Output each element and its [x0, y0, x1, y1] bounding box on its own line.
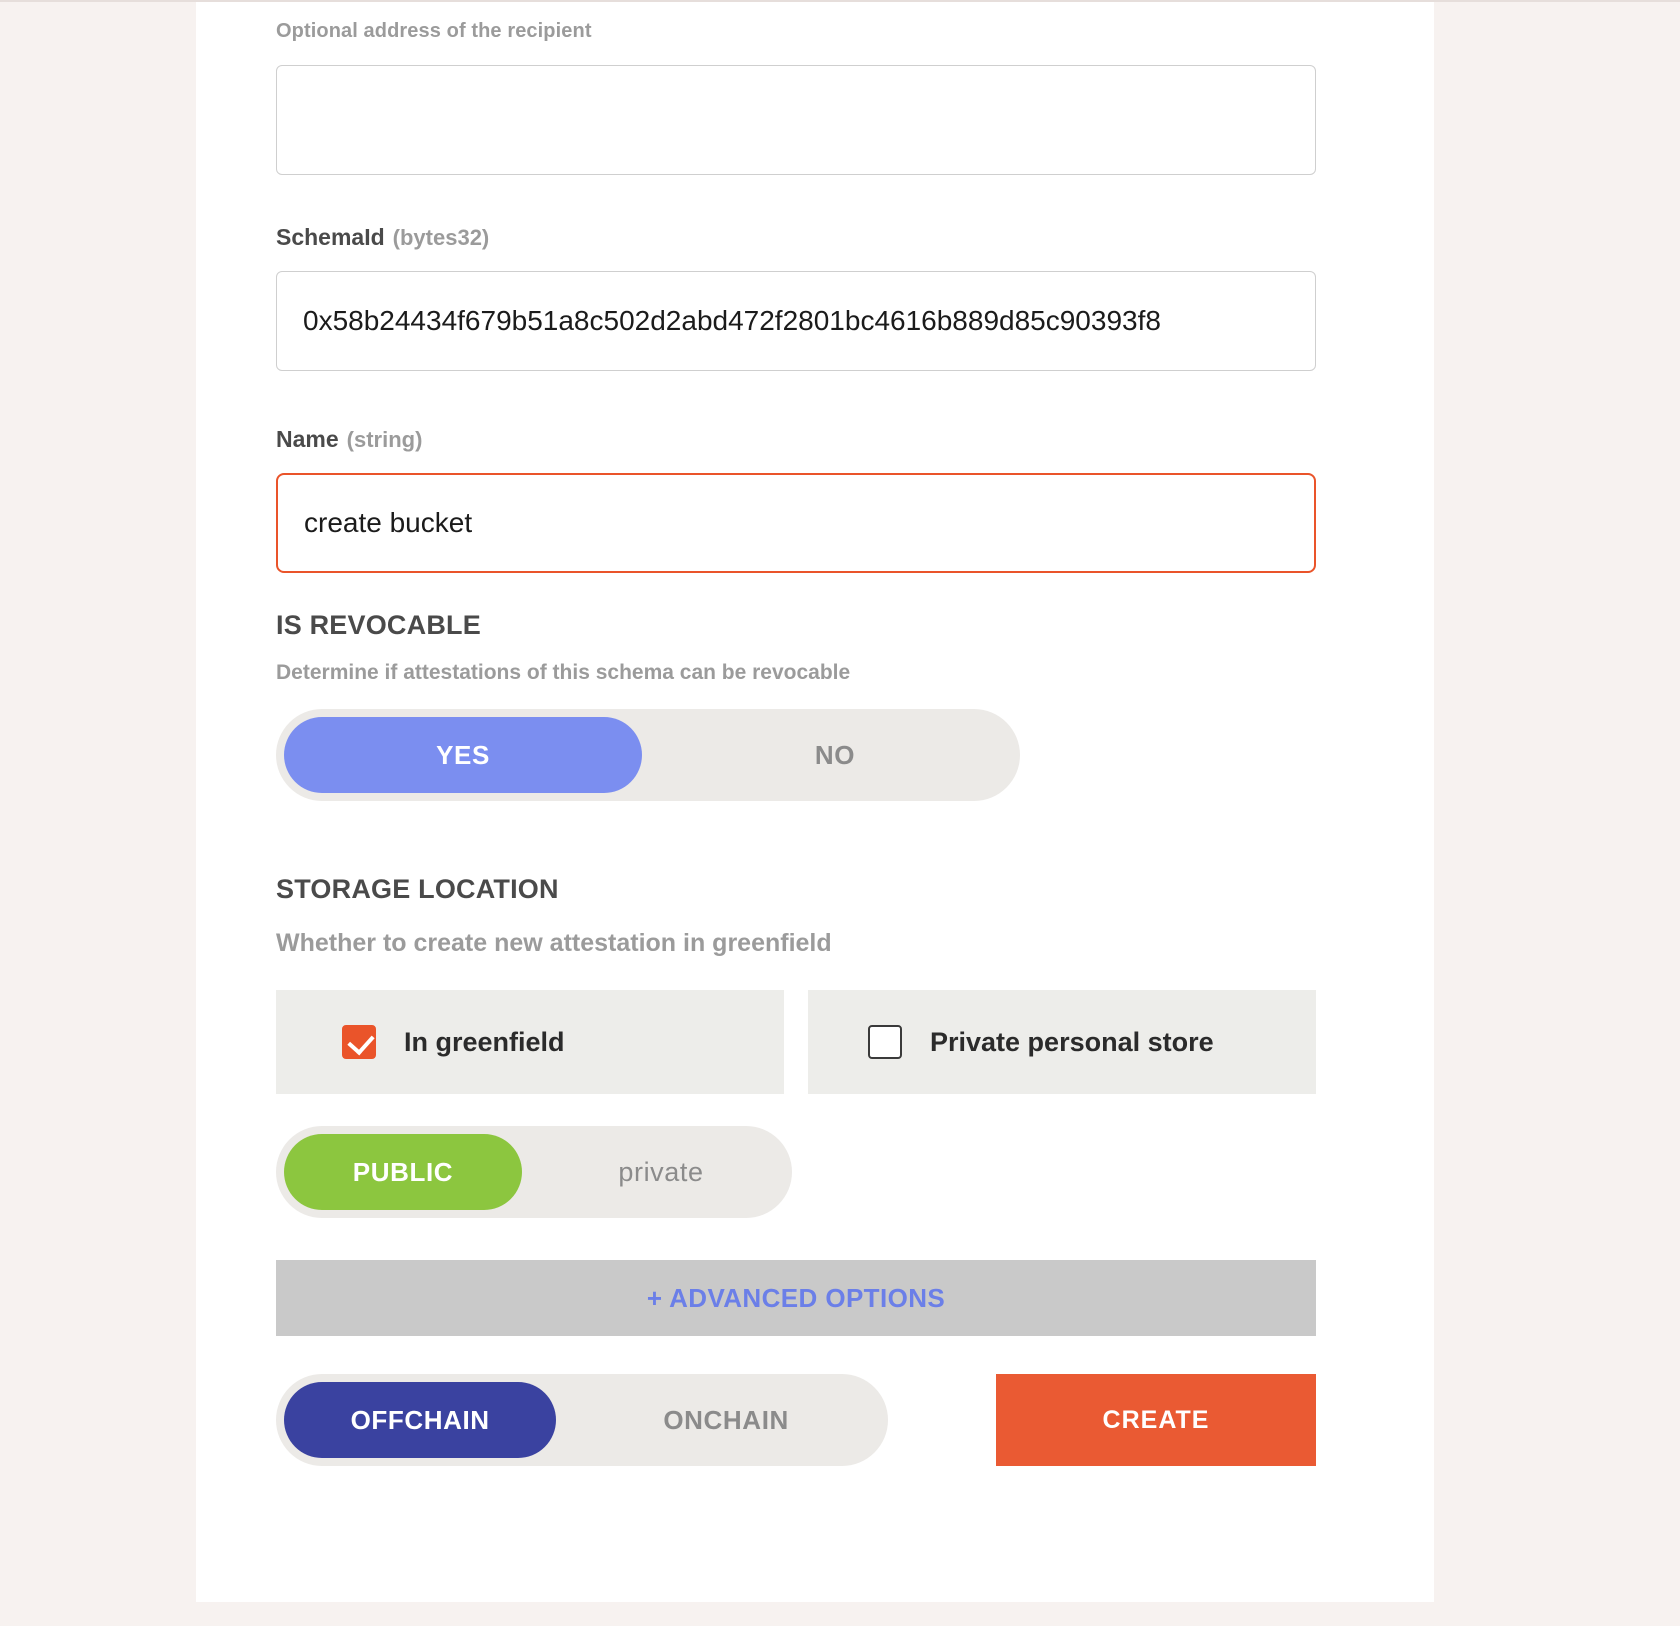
- checkbox-private-personal-store[interactable]: [808, 990, 1316, 1094]
- name-input[interactable]: [276, 473, 1316, 573]
- chain-onchain[interactable]: ONCHAIN: [663, 1404, 789, 1435]
- storage-location-subtitle: Whether to create new attestation in greenfield: [276, 929, 832, 957]
- name-type: (string): [346, 427, 423, 452]
- is-revocable-yes[interactable]: YES: [284, 717, 642, 793]
- chain-toggle[interactable]: [276, 1374, 888, 1466]
- create-button[interactable]: CREATE: [996, 1374, 1316, 1466]
- name-label-text: Name: [276, 426, 339, 452]
- is-revocable-subtitle: Determine if attestations of this schema can be revocable: [276, 661, 851, 684]
- advanced-options-button[interactable]: [276, 1260, 1316, 1336]
- visibility-toggle[interactable]: [276, 1126, 792, 1218]
- storage-checkbox-row: [276, 990, 1316, 1094]
- recipient-hint: Optional address of the recipient: [276, 20, 592, 42]
- chain-offchain[interactable]: OFFCHAIN: [284, 1382, 556, 1458]
- name-label: [276, 426, 1316, 453]
- form-footer: [276, 1374, 1316, 1466]
- recipient-input[interactable]: [276, 65, 1316, 175]
- schema-id-label-text: SchemaId: [276, 224, 385, 250]
- is-revocable-title: IS REVOCABLE: [276, 610, 481, 640]
- name-field: [276, 426, 1316, 573]
- is-revocable-no[interactable]: NO: [814, 739, 856, 770]
- recipient-field: [276, 20, 1316, 175]
- storage-location-title: STORAGE LOCATION: [276, 874, 559, 904]
- checkbox-checked-icon[interactable]: [342, 1025, 376, 1059]
- checkbox-private-personal-store-label: Private personal store: [930, 1026, 1214, 1057]
- checkbox-in-greenfield-label: In greenfield: [404, 1026, 565, 1057]
- footer-row: [276, 1374, 1316, 1466]
- is-revocable-section: [276, 610, 1020, 801]
- visibility-private[interactable]: private: [618, 1156, 704, 1187]
- checkbox-in-greenfield[interactable]: [276, 990, 784, 1094]
- schema-id-type: (bytes32): [392, 225, 490, 250]
- form-card: [196, 2, 1434, 1602]
- storage-location-section: [276, 874, 1316, 1218]
- visibility-public[interactable]: PUBLIC: [284, 1134, 522, 1210]
- schema-id-input[interactable]: [276, 271, 1316, 371]
- schema-id-field: [276, 224, 1316, 371]
- is-revocable-toggle[interactable]: [276, 709, 1020, 801]
- checkbox-unchecked-icon[interactable]: [868, 1025, 902, 1059]
- advanced-options-label: + ADVANCED OPTIONS: [646, 1282, 946, 1313]
- advanced-options-bar[interactable]: [276, 1260, 1316, 1336]
- schema-id-label: [276, 224, 1316, 251]
